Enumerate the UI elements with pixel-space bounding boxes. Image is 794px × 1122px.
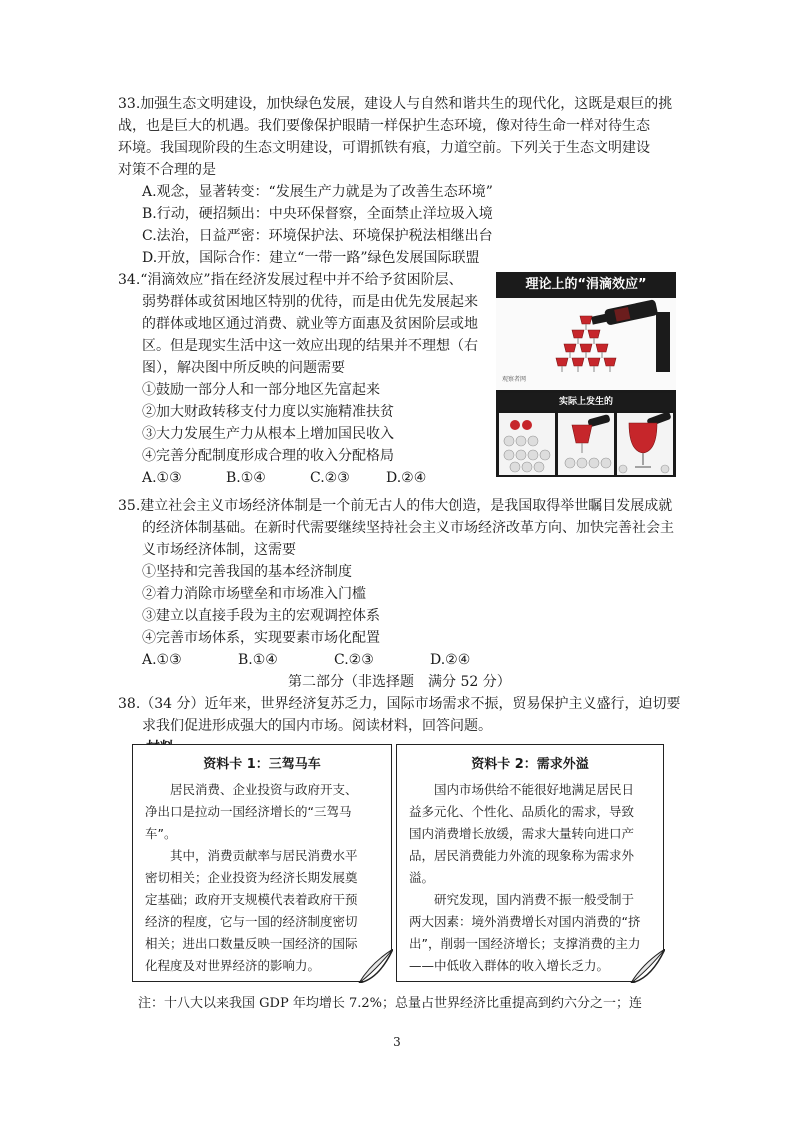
- card1-line: 车”。: [145, 826, 177, 841]
- q35-choices: [142, 650, 472, 670]
- card1-line: 密切相关；企业投资为经济长期发展奠: [145, 870, 358, 885]
- resource-card-2: [396, 744, 664, 982]
- q35-line: 35.建立社会主义市场经济体制是一个前无古人的伟大创造，是我国取得举世瞩目发展成就: [118, 498, 673, 514]
- page-curl-icon: [629, 949, 665, 983]
- card2-line: 品，居民消费能力外流的现象称为需求外: [409, 848, 635, 863]
- card1-line: 净出口是拉动一国经济增长的“三驾马: [145, 804, 352, 819]
- card1-line: 其中，消费贡献率与居民消费水平: [145, 848, 358, 863]
- q34-line: 图），解决图中所反映的问题需要: [142, 360, 345, 376]
- figure-bottom-title: 实际上发生的: [496, 393, 676, 411]
- card2-line: 益多元化、个性化、品质化的需求，导致: [409, 804, 635, 819]
- figure-watermark: 观察者网: [502, 376, 527, 383]
- figure-top-title: 理论上的“涓滴效应”: [496, 272, 676, 298]
- figure-panel-1: [499, 413, 555, 475]
- q38-line: 求我们促进形成强大的国内市场。阅读材料，回答问题。: [142, 718, 492, 734]
- card1-line: 相关；进出口数量反映一国经济的国际: [145, 936, 358, 951]
- card2-line: 溢。: [409, 870, 435, 885]
- card2-line: 国内消费增长放缓，需求大量转向进口产: [409, 826, 635, 841]
- q34-item-2: ②加大财政转移支付力度以实施精准扶贫: [142, 404, 394, 420]
- q33-line: 环境。我国现阶段的生态文明建设，可谓抓铁有痕，力道空前。下列关于生态文明建设: [118, 140, 650, 156]
- q34-choice-b: B.①④: [226, 470, 266, 486]
- card1-line: 经济的程度，它与一国的经济制度密切: [145, 914, 358, 929]
- q33-line: 战，也是巨大的机遇。我们要像保护眼睛一样保护生态环境，像对待生命一样对待生态: [118, 118, 650, 134]
- card2-line: 出”，削弱一国经济增长；支撑消费的主力: [409, 936, 641, 951]
- q34-line: 弱势群体或贫困地区特别的优待，而是由优先发展起来: [142, 294, 478, 310]
- q34-choice-d: D.②④: [386, 470, 427, 486]
- q34-choices: [142, 468, 472, 488]
- card1-line: 定基础；政府开支规模代表着政府干预: [145, 892, 358, 907]
- figure-panel-3: [617, 413, 673, 475]
- q35-line: 义市场经济体制，这需要: [142, 542, 296, 558]
- page-curl-icon: [357, 949, 393, 983]
- q38-line: 38.（34 分）近年来，世界经济复苏乏力，国际市场需求不振，贸易保护主义盛行，迫切要: [118, 696, 681, 712]
- card1-line: 居民消费、企业投资与政府开支、: [145, 782, 358, 797]
- q35-choice-c: C.②③: [334, 652, 374, 668]
- q33-option-c: C.法治，日益严密：环境保护法、环境保护税法相继出台: [142, 228, 493, 244]
- q34-line: 34.“涓滴效应”指在经济发展过程中并不给予贫困阶层、: [118, 272, 463, 288]
- q33-line: 33.加强生态文明建设，加快绿色发展，建设人与自然和谐共生的现代化，这既是艰巨的挑: [118, 96, 673, 112]
- card2-line: 研究发现，国内消费不振一般受制于: [409, 892, 635, 907]
- q34-item-3: ③大力发展生产力从根本上增加国民收入: [142, 426, 394, 442]
- card2-line: 国内市场供给不能很好地满足居民日: [409, 782, 635, 797]
- card1-line: 化程度及对世界经济的影响力。: [145, 958, 321, 973]
- q38-note: 注：十八大以来我国 GDP 年均增长 7.2%；总量占世界经济比重提高到约六分之一；连: [138, 996, 642, 1011]
- figure-panel-2: [558, 413, 614, 475]
- q34-line: 区。但是现实生活中这一效应出现的结果并不理想（右: [142, 338, 478, 354]
- q33-line: 对策不合理的是: [118, 162, 216, 178]
- resource-card-1: [132, 744, 392, 982]
- card2-title: 资料卡 2：需求外溢: [471, 757, 589, 772]
- q35-item-1: ①坚持和完善我国的基本经济制度: [142, 564, 352, 580]
- q35-item-2: ②着力消除市场壁垒和市场准入门槛: [142, 586, 366, 602]
- q35-choice-a: A.①③: [142, 652, 182, 668]
- q34-line: 的群体或地区通过消费、就业等方面惠及贫困阶层或地: [142, 316, 478, 332]
- q33-option-d: D.开放，国际合作：建立“一带一路”绿色发展国际联盟: [142, 250, 480, 266]
- q35-choice-d: D.②④: [430, 652, 471, 668]
- q33-option-b: B.行动，硬招频出：中央环保督察，全面禁止洋垃圾入境: [142, 206, 493, 222]
- page-number: 3: [393, 1035, 401, 1049]
- q34-choice-a: A.①③: [142, 470, 182, 486]
- card1-title: 资料卡 1：三驾马车: [203, 757, 321, 772]
- q33-option-a: A.观念，显著转变：“发展生产力就是为了改善生态环境”: [142, 184, 493, 200]
- part2-heading: 第二部分（非选择题 满分 52 分）: [288, 674, 511, 690]
- q35-item-3: ③建立以直接手段为主的宏观调控体系: [142, 608, 380, 624]
- q35-choice-b: B.①④: [238, 652, 278, 668]
- champagne-tower-graphic: [496, 272, 676, 390]
- card2-line: 两大因素：境外消费增长对国内消费的“挤: [409, 914, 641, 929]
- q34-item-4: ④完善分配制度形成合理的收入分配格局: [142, 448, 394, 464]
- q34-item-1: ①鼓励一部分人和一部分地区先富起来: [142, 382, 380, 398]
- q35-line: 的经济体制基础。在新时代需要继续坚持社会主义市场经济改革方向、加快完善社会主: [142, 520, 674, 536]
- figure-top-panel: [496, 272, 676, 390]
- trickle-down-figure: [496, 272, 676, 477]
- card2-line: ——中低收入群体的收入增长乏力。: [409, 958, 610, 973]
- q34-choice-c: C.②③: [310, 470, 350, 486]
- q35-item-4: ④完善市场体系，实现要素市场化配置: [142, 630, 380, 646]
